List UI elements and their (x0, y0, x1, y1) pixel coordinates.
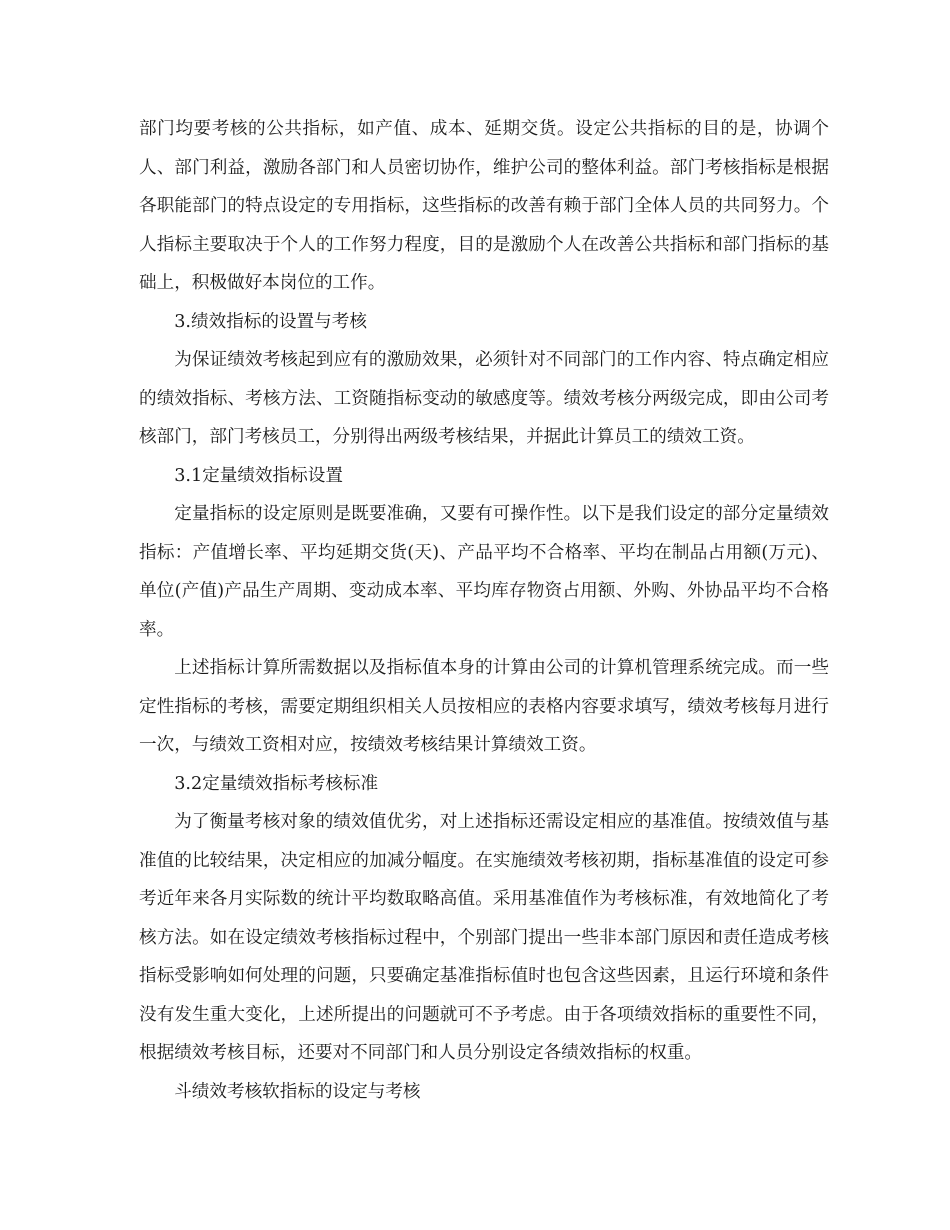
body-paragraph: 为了衡量考核对象的绩效值优劣，对上述指标还需设定相应的基准值。按绩效值与基准值的比较结果，决定相应的加减分幅度。在实施绩效考核初期，指标基准值的设定可参考近年来各月实际数的统计平均数取略高值。采用基准值作为考核标准，有效地简化了考核方法。如在设定绩效考核指标过程中，个别部门提出一些非本部门原因和责任造成考核指标受影响如何处理的问题，只要确定基准指标值时也包含这些因素，且运行环境和条件没有发生重大变化，上述所提出的问题就可不予考虑。由于各项绩效指标的重要性不同，根据绩效考核目标，还要对不同部门和人员分别设定各绩效指标的权重。 (139, 812, 829, 1063)
body-paragraph: 部门均要考核的公共指标，如产值、成本、延期交货。设定公共指标的目的是，协调个人、部门利益，激励各部门和人员密切协作，维护公司的整体利益。部门考核指标是根据各职能部门的特点设定的专用指标，这些指标的改善有赖于部门全体人员的共同努力。个人指标主要取决于个人的工作努力程度，目的是激励个人在改善公共指标和部门指标的基础上，积极做好本岗位的工作。 (139, 119, 829, 293)
document-body (139, 110, 829, 1111)
body-paragraph: 为保证绩效考核起到应有的激励效果，必须针对不同部门的工作内容、特点确定相应的绩效指标、考核方法、工资随指标变动的敏感度等。绩效考核分两级完成，即由公司考核部门，部门考核员工，分别得出两级考核结果，并据此计算员工的绩效工资。 (139, 350, 829, 447)
subsection-heading: 3.2定量绩效指标考核标准 (174, 773, 379, 794)
subsection-heading: 3.1定量绩效指标设置 (174, 465, 343, 486)
body-paragraph: 定量指标的设定原则是既要准确，又要有可操作性。以下是我们设定的部分定量绩效指标：产值增长率、平均延期交货(天)、产品平均不合格率、平均在制品占用额(万元)、单位(产值)产品生产周期、变动成本率、平均库存物资占用额、外购、外协品平均不合格率。 (139, 504, 829, 640)
body-paragraph: 上述指标计算所需数据以及指标值本身的计算由公司的计算机管理系统完成。而一些定性指标的考核，需要定期组织相关人员按相应的表格内容要求填写，绩效考核每月进行一次，与绩效工资相对应，按绩效考核结果计算绩效工资。 (139, 658, 829, 755)
section-heading: 斗绩效考核软指标的设定与考核 (174, 1081, 421, 1102)
section-heading: 3.绩效指标的设置与考核 (174, 311, 367, 332)
